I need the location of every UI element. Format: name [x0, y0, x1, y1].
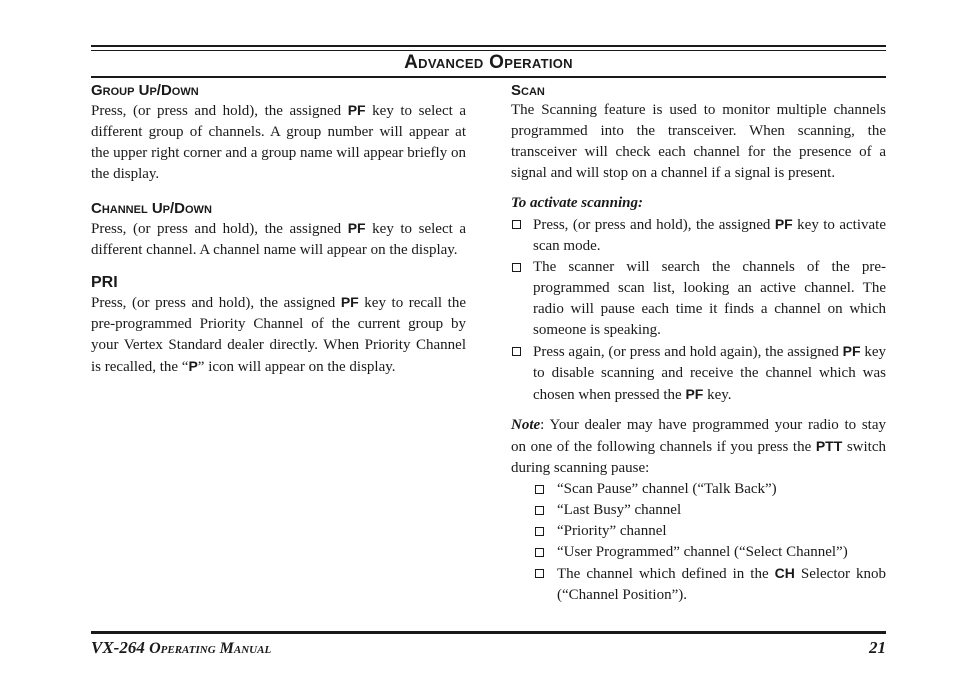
- checkbox-bullet-icon: [512, 347, 521, 356]
- priority-p-icon: P: [188, 358, 198, 374]
- channel-text-b: key to select a different channel. A channel name will appear on the display.: [91, 221, 466, 258]
- step1-text-a: Press, (or press and hold), the assigned: [533, 217, 775, 233]
- note-item: [511, 521, 886, 542]
- pri-text-b: key to recall the pre-programmed Priority Channel of the current group by your Vertex Standard dealer directly. When Priority Channel is recalled, the “: [91, 295, 466, 375]
- footer-model: VX-264: [91, 638, 145, 657]
- pf-key-label: PF: [774, 216, 793, 232]
- note-item-text: “Priority” channel: [557, 523, 667, 539]
- channel-updown-heading: Channel Up/Down: [91, 200, 212, 217]
- note-text-a: : Your dealer may have programmed your radio to stay on one of the following channels if you press the: [511, 417, 886, 455]
- pf-key-label: PF: [347, 102, 366, 118]
- checkbox-bullet-icon: [512, 263, 521, 272]
- pf-key-label: PF: [347, 220, 366, 236]
- step3-text-a: Press again, (or press and hold again), the assigned: [533, 344, 843, 360]
- group-text-a: Press, (or press and hold), the assigned: [91, 103, 348, 119]
- note-last-text-a: The channel which defined in the: [557, 566, 775, 582]
- note-item-text: “Last Busy” channel: [557, 502, 682, 518]
- group-updown-heading: Group Up/Down: [91, 82, 199, 99]
- left-column: [91, 82, 466, 378]
- pri-heading: PRI: [91, 274, 118, 291]
- note-paragraph: [511, 415, 886, 479]
- title-underline: [91, 76, 886, 78]
- checkbox-bullet-icon: [535, 569, 544, 578]
- step3-text-c: key.: [703, 387, 732, 403]
- right-column: [511, 82, 886, 606]
- scan-heading: Scan: [511, 82, 545, 99]
- step2-text: The scanner will search the channels of the pre-programmed scan list, looking an active channel. The radio will pause each time it finds a channel on which someone is speaking.: [533, 259, 886, 338]
- scan-intro: The Scanning feature is used to monitor multiple channels programmed into the transceiver. When scanning, the transceiver will check each channel for the presence of a signal and will stop on a channel if a signal is present.: [511, 102, 886, 181]
- checkbox-bullet-icon: [535, 506, 544, 515]
- note-item: [511, 563, 886, 606]
- footer-rule: [91, 631, 886, 634]
- checkbox-bullet-icon: [535, 485, 544, 494]
- page-number: 21: [869, 638, 886, 657]
- channel-updown-text: [91, 218, 466, 261]
- page-title: Advanced Operation: [404, 52, 573, 73]
- pf-key-label: PF: [340, 294, 359, 310]
- pf-key-label: PF: [842, 343, 861, 359]
- activate-step-3: [511, 341, 886, 406]
- pf-key-label: PF: [685, 386, 704, 402]
- channel-text-a: Press, (or press and hold), the assigned: [91, 221, 348, 237]
- note-last-text-b: Selector knob (“Channel Position”).: [557, 566, 886, 603]
- pri-text-a: Press, (or press and hold), the assigned: [91, 295, 341, 311]
- activate-step-1: [511, 214, 886, 257]
- step1-text-b: key to activate scan mode.: [533, 217, 886, 254]
- activate-step-2: [511, 257, 886, 341]
- checkbox-bullet-icon: [535, 548, 544, 557]
- ptt-key-label: PTT: [815, 438, 843, 454]
- note-item-text: “Scan Pause” channel (“Talk Back”): [557, 481, 777, 497]
- note-item-text: “User Programmed” channel (“Select Channel”): [557, 544, 848, 560]
- pri-text-c: ” icon will appear on the display.: [197, 359, 396, 375]
- footer-manual-title: [91, 638, 271, 658]
- note-item: [511, 500, 886, 521]
- note-label: Note: [511, 417, 541, 433]
- note-text-b: switch during scanning pause:: [511, 439, 886, 476]
- activate-scanning-heading: To activate scanning:: [511, 195, 643, 211]
- group-text-b: key to select a different group of channels. A group number will appear at the upper right corner and a group name will appear briefly on the display.: [91, 103, 466, 182]
- note-item: [511, 542, 886, 563]
- checkbox-bullet-icon: [535, 527, 544, 536]
- header-rule-thick: [91, 45, 886, 47]
- note-item: [511, 479, 886, 500]
- group-updown-text: [91, 100, 466, 185]
- footer-manual: Operating Manual: [149, 640, 272, 657]
- step3-text-b: key to disable scanning and receive the channel which was chosen when pressed the: [533, 344, 886, 403]
- pri-text: [91, 292, 466, 378]
- ch-key-label: CH: [774, 565, 795, 581]
- checkbox-bullet-icon: [512, 220, 521, 229]
